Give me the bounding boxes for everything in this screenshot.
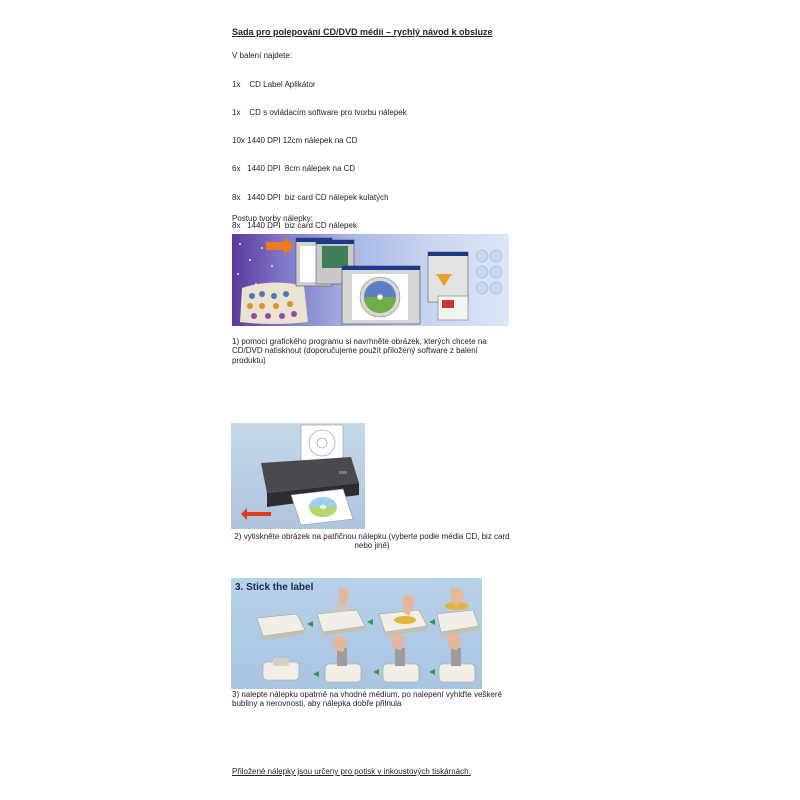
- list-item: 1x CD Label Aplikátor: [232, 79, 316, 89]
- list-item: 1x CD s ovládacím software pro tvorbu nálepek: [232, 108, 407, 118]
- printer-figure: [231, 423, 365, 529]
- list-item: 6x 1440 DPI 8cm nálepek na CD: [232, 164, 356, 174]
- contents-list: [232, 61, 407, 240]
- list-item: 8x 1440 DPI biz card CD nálepek kulatých: [232, 192, 389, 202]
- document-title: Sada pro polepování CD/DVD médií – rychlý návod k obsluze: [232, 27, 493, 37]
- step-2-caption: 2) vytiskněte obrázek na patřičnou nálepku (vyberte podle média CD, biz card nebo jiné): [234, 532, 510, 551]
- contents-intro: V balení najdete:: [232, 51, 293, 60]
- stick-label-figure: [231, 578, 482, 689]
- software-screenshot-figure: [232, 234, 509, 326]
- footer-note: Přiložené nálepky jsou určeny pro potisk v inkoustových tiskárnách.: [232, 767, 471, 776]
- step-1-caption: 1) pomocí grafického programu si navrhněte obrázek, kterých chcete na CD/DVD natisknout (doporučujeme použít přiložený software z balení produktu): [232, 337, 487, 365]
- list-item: 10x 1440 DPI 12cm nálepek na CD: [232, 136, 358, 146]
- list-item: 8x 1440 DPI biz card CD nálepek: [232, 220, 357, 230]
- figure-title: 3. Stick the label: [235, 582, 314, 593]
- steps-heading: Postup tvorby nálepky:: [232, 214, 313, 223]
- step-3-caption: 3) nalepte nálepku opatrně na vhodné médium, po nalepení vyhlďte veškeré bubliny a nerovnosti, aby nálepka dobře přilnula: [232, 690, 502, 709]
